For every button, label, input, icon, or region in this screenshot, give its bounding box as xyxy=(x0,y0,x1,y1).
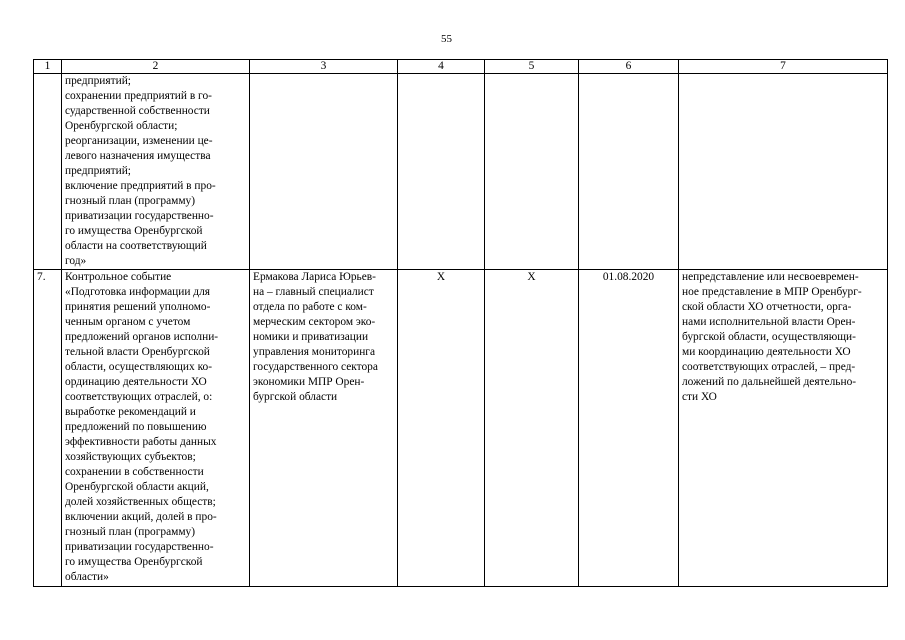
col4-cell xyxy=(398,74,485,270)
date-cell xyxy=(579,74,679,270)
header-cell: 3 xyxy=(250,60,398,74)
row-number-cell: 7. xyxy=(34,270,62,587)
risk-cell: непредставление или несвоевремен- ное представление в МПР Оренбург- ской области ХО отчетности, орга- нами исполнительной власти Орен- бургской области, осуществляющи- ми координацию деятельности ХО соответствующих отраслей, – пред- ложений по дальнейшей деятельно- сти ХО xyxy=(679,270,888,587)
table-row xyxy=(34,74,888,270)
table-header-row xyxy=(34,60,888,74)
header-cell: 6 xyxy=(579,60,679,74)
page-number: 55 xyxy=(441,33,452,45)
risk-cell xyxy=(679,74,888,270)
row-number-cell xyxy=(34,74,62,270)
responsible-cell xyxy=(250,74,398,270)
header-cell: 5 xyxy=(485,60,579,74)
col5-cell xyxy=(485,74,579,270)
event-description-cell: Контрольное событие «Подготовка информации для принятия решений уполномо- ченным органом с учетом предложений органов исполни- тельной власти Оренбургской области, осуществляющих ко- ординацию деятельности ХО соответствующих отраслей, о: выработке рекомендаций и предложений по повышению эффективности работы данных хозяйствующих субъектов; сохранении в собственности Оренбургской области акций, долей хозяйственных обществ; включении акций, долей в про- гнозный план (программу) приватизации государственно- го имущества Оренбургской области» xyxy=(62,270,250,587)
col5-cell: X xyxy=(485,270,579,587)
event-description-cell: предприятий; сохранении предприятий в го- сударственной собственности Оренбургской области; реорганизации, изменении це- левого назначения имущества предприятий; включение предприятий в про- гнозный план (программу) приватизации государственно- го имущества Оренбургской области на соответствующий год» xyxy=(62,74,250,270)
col4-cell: X xyxy=(398,270,485,587)
header-cell: 2 xyxy=(62,60,250,74)
date-cell: 01.08.2020 xyxy=(579,270,679,587)
header-cell: 1 xyxy=(34,60,62,74)
table-row xyxy=(34,270,888,587)
header-cell: 4 xyxy=(398,60,485,74)
header-cell: 7 xyxy=(679,60,888,74)
document-table xyxy=(33,59,888,587)
responsible-cell: Ермакова Лариса Юрьев- на – главный специалист отдела по работе с ком- мерческим сектором эко- номики и приватизации управления мониторинга государственного сектора экономики МПР Орен- бургской области xyxy=(250,270,398,587)
